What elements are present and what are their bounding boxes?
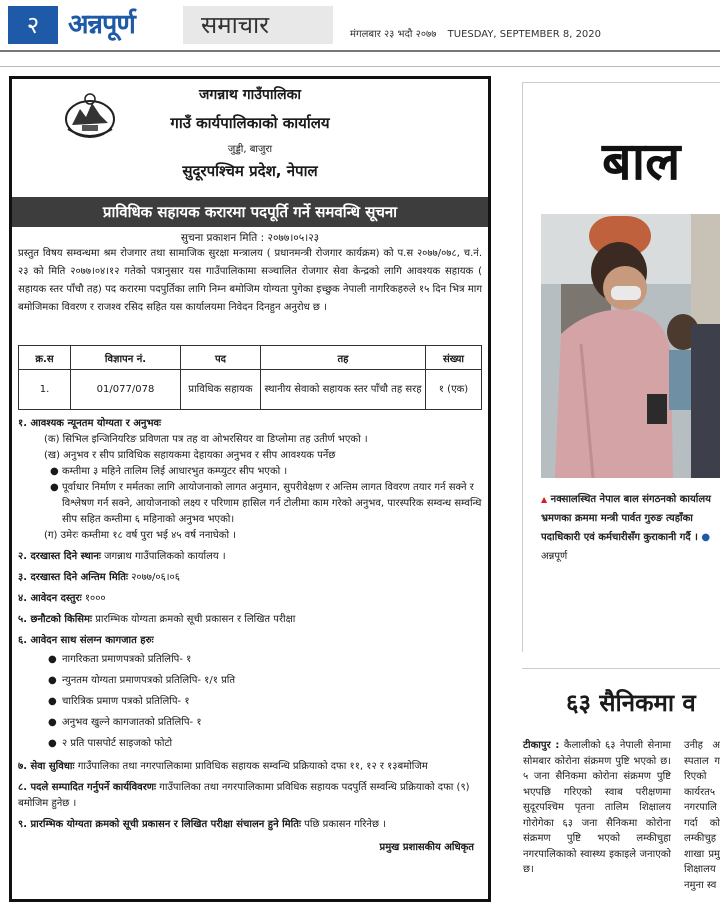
- story-divider: [522, 668, 720, 669]
- list-item: [18, 649, 482, 670]
- org-name: जगन्नाथ गाउँपालिका: [199, 87, 301, 103]
- table-header-row: [19, 346, 482, 370]
- qualification-b-item: [18, 480, 482, 528]
- side-headline: बाल: [602, 131, 681, 192]
- table-row: [19, 370, 482, 410]
- document-item: २ प्रति पासपोर्ट साइजको फोटो: [62, 738, 173, 749]
- photo-caption: [541, 490, 720, 566]
- bullet-icon: ●: [48, 675, 57, 686]
- qualification-b2: पूर्वाधार निर्माण र मर्मतका लागि आयोजनाको लागत अनुमान, सुपरीवेक्षण र अन्तिम लागत विवरण तयार गर्न सक्ने र विश्लेषण गर्न सक्ने, आयोजनाको लक्ष्य र परिणाम हासिल गर्न टोलीमा काम गरेको अनुभव, पारस्परिक सम्वन्ध सम्वन्धि सीप सहित कम्तीमा ६ महिनाको अनुभव भएको।: [62, 482, 482, 525]
- list-item: [18, 712, 482, 733]
- notice-body: [18, 416, 482, 853]
- qualification-b: (ख) अनुभव र सीप प्राविधिक सहायकमा देहायका अनुभव र सीप आवश्यक पर्नेछ: [44, 450, 336, 461]
- qualification-b-item: [18, 464, 482, 480]
- section-fee: [18, 591, 482, 607]
- list-item: [18, 670, 482, 691]
- masthead: [0, 0, 720, 50]
- section-deadline: [18, 570, 482, 586]
- story-dateline: टीकापुर :: [523, 740, 560, 751]
- intro-paragraph: प्रस्तुत विषय सम्वन्धमा श्रम रोजगार तथा सामाजिक सुरक्षा मन्त्रालय ( प्रधानमन्त्री रोजगार कार्यक्रम) को प.स २०७७/०७८, च.नं. २३ को मिति २०७७।०४।१२ गतेको पत्रानुसार यस गाउँपालिकामा सञ्चालित रोजगार सेवा केन्द्रको लागि आवश्यक सहायक ( सहायक स्तर पाँचौ तह) पद करारमा पदपुर्तिका लागि निम्न बमोजिम योग्यता पुगेका इच्छुक नेपाली नागरिकहरुले १५ दिन भित्र माग बमोजिमका विवरण र राजश्व रसिद सहित यस कार्यालयमा निवेदन दिनहुन अनुरोध छ ।: [18, 248, 482, 313]
- section-benefits: [18, 759, 482, 775]
- masthead-rule: [0, 50, 720, 52]
- notice-title: प्राविधिक सहायक करारमा पदपूर्ति गर्ने समवन्धि सूचना: [12, 197, 488, 227]
- caption-marker-icon: ▲: [541, 495, 548, 504]
- date-nepali: मंगलबार २३ भदौ २०७७: [350, 29, 437, 40]
- document-item: न्युनतम योग्यता प्रमाणपत्रको प्रतिलिपि- १/१ प्रति: [62, 675, 236, 686]
- section-exam-date: [18, 817, 482, 833]
- deadline-title: ३. दरखास्त दिने अन्तिम मितिः: [18, 572, 129, 583]
- document-item: अनुभव खुल्ने कागजातको प्रतिलिपि- १: [62, 717, 202, 728]
- story-headline: ६३ सैनिकमा व: [566, 689, 696, 717]
- duties-text: गाउँपालिका तथा नगरपालिकामा प्रविधिक सहायक पदपुर्ति सम्वन्धि प्रक्रियाको दफा (९) बमोजिम हुनेछ ।: [18, 782, 470, 809]
- selection-title: ५. छनौटको किसिमः: [18, 614, 93, 625]
- qualification-c: (ग) उमेरः कम्तीमा १८ वर्ष पुरा भई ४५ वर्ष ननाघेको ।: [44, 530, 237, 541]
- place-text: जगन्नाथ गाउँपालिकको कार्यालय ।: [104, 551, 226, 562]
- section-selection: [18, 612, 482, 628]
- qualification-a: (क) सिभिल इन्जिनियरिङ प्रविणता पत्र तह वा ओभरसियर वा डिप्लोमा तह उतीर्ण भएको ।: [44, 434, 368, 445]
- paper-name: अन्नपूर्ण: [68, 9, 135, 40]
- bullet-icon: ●: [50, 466, 59, 477]
- signoff: प्रमुख प्रशासकीय अधिकृत: [379, 842, 474, 853]
- section-duties: [18, 780, 482, 812]
- document-item: चारित्रिक प्रमाण पत्रको प्रतिलिपि- १: [62, 696, 190, 707]
- cell-level: स्थानीय सेवाको सहायक स्तर पाँचौ तह सरह: [261, 370, 426, 410]
- documents-title: ६. आवेदन साथ संलग्न कागजात हरुः: [18, 635, 154, 646]
- notice-header: [18, 79, 482, 197]
- benefits-text: गाउँपालिका तथा नगरपालिकामा प्राविधिक सहायक सम्वन्धि प्रक्रियाको दफा ११, १२ र १३बमोजिम: [77, 761, 428, 772]
- caption-text: नक्सालस्थित नेपाल बाल संगठनको कार्यालय भ्रमणका क्रममा मन्त्री पार्वत गुरुङ त्यहाँका पदाधिकारी एवं कर्मचारीसँग कुराकानी गर्दै ।: [541, 494, 711, 543]
- cell-serial: 1.: [19, 370, 71, 410]
- list-item: [18, 691, 482, 712]
- cell-post: प्राविधिक सहायक: [181, 370, 261, 410]
- vacancy-table: [18, 345, 482, 410]
- caption-source: अन्नपूर्ण: [541, 551, 568, 562]
- col-count: संख्या: [426, 346, 482, 370]
- dateline: [350, 26, 609, 40]
- section-rule: [0, 66, 720, 67]
- story-column-2: उनीह अस्पताल गरिएको कार्यरत५ नगरपालि गर्दा को लम्कीचुह शाखा प्रमु शिक्षालय नमुना स्व: [684, 740, 720, 891]
- fee-title: ४. आवेदन दस्तुरः: [18, 593, 82, 604]
- bullet-icon: ●: [50, 482, 59, 493]
- place-title: २. दरखास्त दिने स्थानः: [18, 551, 101, 562]
- story-text: कैलालीको ६३ नेपाली सेनामा सोमबार कोरोना संक्रमण पुष्टि भएको छ। ५ जना सैनिकमा कोरोना संक्रमण पुष्टि भएपछि गरिएको स्वाब परीक्षणमा सुदूरपश्चिम पृतना तालिम शिक्षालय गोरोगेका ६३ जना सैनिकमा कोरोना संक्रमण पुष्टि भएको लम्कीचुहा नगरपालिकाको स्वास्थ्य इकाइले जनाएको छ।: [523, 740, 671, 875]
- exam-date-title: ९. प्रारम्भिक योग्यता क्रमको सूची प्रकासन र लिखित परीक्षा संचालन हुने मितिः: [18, 819, 301, 830]
- qualification-b1: कम्तीमा ३ महिने तालिम लिई आधारभुत कम्प्युटर सीप भएको ।: [62, 466, 288, 477]
- page-number: २: [8, 6, 58, 44]
- section-qualification-title: १. आवश्यक न्यूनतम योग्यता र अनुभवः: [18, 418, 162, 429]
- bullet-icon: ●: [48, 738, 57, 749]
- col-level: तह: [261, 346, 426, 370]
- fee-text: १०००: [84, 593, 106, 604]
- story-column-1: [523, 738, 671, 878]
- date-english: TUESDAY, SEPTEMBER 8, 2020: [447, 29, 602, 40]
- selection-text: प्रारम्भिक योग्यता क्रमको सूची प्रकासन र लिखित परीक्षा: [95, 614, 296, 625]
- bullet-icon: ●: [48, 696, 57, 707]
- cell-ad-number: 01/077/078: [71, 370, 181, 410]
- public-notice: [9, 76, 491, 902]
- col-serial: क्र.स: [19, 346, 71, 370]
- benefits-title: ७. सेवा सुविधाः: [18, 761, 75, 772]
- deadline-text: २०७७/०६।०६: [131, 572, 180, 583]
- section-label: समाचार: [183, 6, 333, 44]
- province-name: सुदूरपश्चिम प्रदेश, नेपाल: [182, 162, 318, 180]
- document-item: नागरिकता प्रमाणपत्रको प्रतिलिपि- १: [62, 654, 192, 665]
- col-post: पद: [181, 346, 261, 370]
- office-address: जुड्डी, बाजुरा: [227, 144, 273, 155]
- duties-title: ८. पदले सम्पादित गर्नुपर्ने कार्यविवरणः: [18, 782, 157, 793]
- bullet-icon: ●: [48, 717, 57, 728]
- bullet-icon: ●: [48, 654, 57, 665]
- section-place: [18, 549, 482, 565]
- office-name: गाउँ कार्यपालिकाको कार्यालय: [170, 114, 330, 132]
- publication-date: सुचना प्रकाशन मिति : २०७७।०५।२३: [180, 232, 320, 244]
- news-photo: [541, 214, 720, 478]
- list-item: [18, 733, 482, 754]
- source-dot-icon: ●: [701, 532, 711, 543]
- exam-date-text: पछि प्रकासन गरिनेछ ।: [304, 819, 386, 830]
- cell-count: १ (एक): [426, 370, 482, 410]
- col-ad-number: विज्ञापन नं.: [71, 346, 181, 370]
